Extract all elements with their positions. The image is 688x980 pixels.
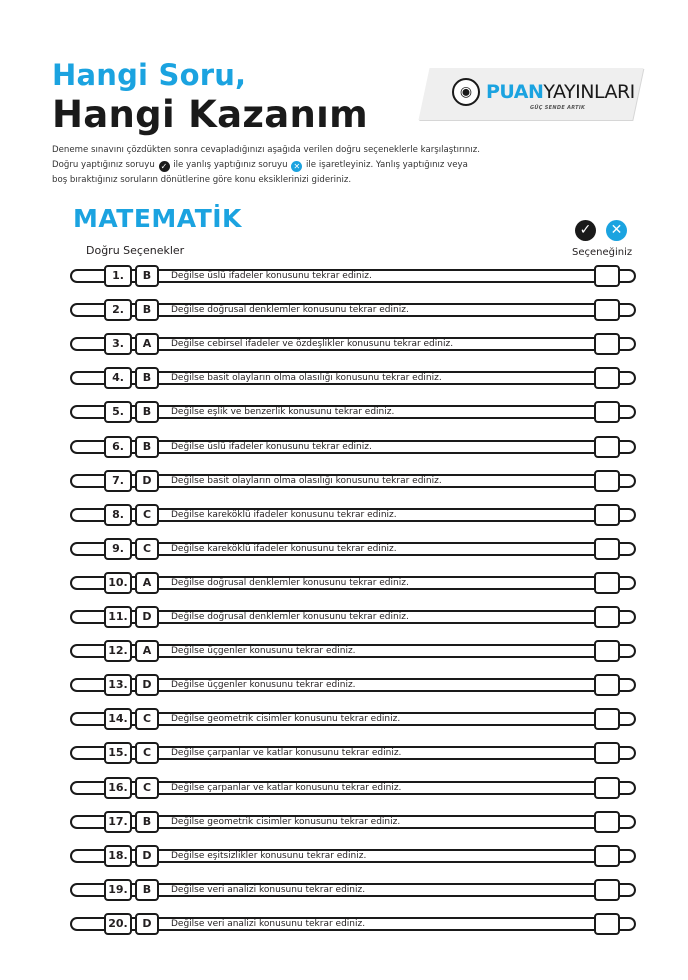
question-number: 8. <box>104 504 132 526</box>
instructions-line2 <box>52 158 492 173</box>
your-choice-box[interactable] <box>594 470 620 492</box>
page-title-line2: Hangi Kazanım <box>52 93 368 136</box>
question-row <box>70 879 636 901</box>
question-number: 10. <box>104 572 132 594</box>
publisher-logo <box>446 74 636 118</box>
correct-answer: B <box>135 811 159 833</box>
check-icon: ✓ <box>159 161 170 172</box>
question-row <box>70 401 636 423</box>
question-row <box>70 367 636 389</box>
question-number: 20. <box>104 913 132 935</box>
question-number: 3. <box>104 333 132 355</box>
your-choice-box[interactable] <box>594 640 620 662</box>
instructions-line1: Deneme sınavını çözdükten sonra cevapladığınızı aşağıda verilen doğru seçeneklerle karşılaştırınız. <box>52 145 480 155</box>
your-choice-box[interactable] <box>594 777 620 799</box>
correct-answer: B <box>135 299 159 321</box>
question-number: 16. <box>104 777 132 799</box>
correct-answer: D <box>135 913 159 935</box>
correct-answer: D <box>135 470 159 492</box>
logo-wordmark <box>486 81 635 103</box>
feedback-text: Değilse doğrusal denklemler konusunu tekrar ediniz. <box>171 612 409 622</box>
instructions-line2-a: Doğru yaptığınız soruyu <box>52 160 155 170</box>
your-choice-box[interactable] <box>594 401 620 423</box>
question-row <box>70 606 636 628</box>
feedback-text: Değilse çarpanlar ve katlar konusunu tekrar ediniz. <box>171 783 402 793</box>
your-choice-box[interactable] <box>594 538 620 560</box>
question-number: 13. <box>104 674 132 696</box>
correct-answer: C <box>135 708 159 730</box>
correct-answer: A <box>135 572 159 594</box>
feedback-text: Değilse kareköklü ifadeler konusunu tekrar ediniz. <box>171 510 397 520</box>
question-number: 6. <box>104 436 132 458</box>
feedback-text: Değilse geometrik cisimler konusunu tekrar ediniz. <box>171 817 401 827</box>
question-row <box>70 333 636 355</box>
correct-answer: B <box>135 367 159 389</box>
your-choice-box[interactable] <box>594 742 620 764</box>
correct-answer: D <box>135 674 159 696</box>
feedback-text: Değilse üçgenler konusunu tekrar ediniz. <box>171 680 356 690</box>
question-row <box>70 742 636 764</box>
question-row <box>70 845 636 867</box>
feedback-text: Değilse eşitsizlikler konusunu tekrar ediniz. <box>171 851 367 861</box>
your-choice-box[interactable] <box>594 436 620 458</box>
correct-answer: B <box>135 265 159 287</box>
question-row <box>70 674 636 696</box>
feedback-text: Değilse basit olayların olma olasılığı konusunu tekrar ediniz. <box>171 476 442 486</box>
question-number: 11. <box>104 606 132 628</box>
question-number: 12. <box>104 640 132 662</box>
question-number: 14. <box>104 708 132 730</box>
correct-answer: C <box>135 742 159 764</box>
feedback-text: Değilse eşlik ve benzerlik konusunu tekrar ediniz. <box>171 407 395 417</box>
instructions <box>52 143 492 188</box>
correct-answer: B <box>135 436 159 458</box>
feedback-text: Değilse çarpanlar ve katlar konusunu tekrar ediniz. <box>171 748 402 758</box>
question-row <box>70 299 636 321</box>
your-choice-box[interactable] <box>594 299 620 321</box>
your-choice-box[interactable] <box>594 674 620 696</box>
your-choice-box[interactable] <box>594 333 620 355</box>
correct-answer: B <box>135 879 159 901</box>
question-row <box>70 572 636 594</box>
feedback-text: Değilse doğrusal denklemler konusunu tekrar ediniz. <box>171 305 409 315</box>
your-choice-box[interactable] <box>594 606 620 628</box>
question-row <box>70 504 636 526</box>
logo-brand-part1: PUAN <box>486 81 544 103</box>
x-icon: ✕ <box>291 161 302 172</box>
question-number: 1. <box>104 265 132 287</box>
question-row <box>70 811 636 833</box>
your-choice-box[interactable] <box>594 845 620 867</box>
question-row <box>70 436 636 458</box>
correct-answer: A <box>135 640 159 662</box>
feedback-text: Değilse veri analizi konusunu tekrar ediniz. <box>171 919 366 929</box>
feedback-text: Değilse geometrik cisimler konusunu tekrar ediniz. <box>171 714 401 724</box>
correct-options-label: Doğru Seçenekler <box>86 244 185 257</box>
correct-answer: C <box>135 504 159 526</box>
your-choice-box[interactable] <box>594 572 620 594</box>
question-number: 19. <box>104 879 132 901</box>
question-number: 2. <box>104 299 132 321</box>
correct-answer: D <box>135 606 159 628</box>
subject-heading: MATEMATİK <box>73 204 242 233</box>
your-choice-box[interactable] <box>594 913 620 935</box>
instructions-line3: boş bıraktığınız soruların dönütlerine göre konu eksiklerinizi gideriniz. <box>52 175 352 185</box>
question-number: 15. <box>104 742 132 764</box>
your-choice-box[interactable] <box>594 367 620 389</box>
question-row <box>70 708 636 730</box>
question-row <box>70 640 636 662</box>
your-choice-box[interactable] <box>594 811 620 833</box>
instructions-line2-b: ile yanlış yaptığınız soruyu <box>173 160 288 170</box>
correct-answer: C <box>135 777 159 799</box>
correct-answer: A <box>135 333 159 355</box>
feedback-text: Değilse üslü ifadeler konusunu tekrar ediniz. <box>171 271 372 281</box>
correct-answer: C <box>135 538 159 560</box>
your-choice-box[interactable] <box>594 879 620 901</box>
question-number: 9. <box>104 538 132 560</box>
logo-tagline: GÜÇ SENDE ARTIK <box>530 105 586 111</box>
correct-answer: B <box>135 401 159 423</box>
feedback-text: Değilse doğrusal denklemler konusunu tekrar ediniz. <box>171 578 409 588</box>
your-choice-box[interactable] <box>594 265 620 287</box>
correct-answer: D <box>135 845 159 867</box>
instructions-line2-c: ile işaretleyiniz. Yanlış yaptığınız veya <box>306 160 468 170</box>
question-number: 4. <box>104 367 132 389</box>
question-row <box>70 913 636 935</box>
question-number: 17. <box>104 811 132 833</box>
your-choice-box[interactable] <box>594 708 620 730</box>
feedback-text: Değilse üslü ifadeler konusunu tekrar ediniz. <box>171 442 372 452</box>
your-choice-box[interactable] <box>594 504 620 526</box>
page-title-line1: Hangi Soru, <box>52 58 247 92</box>
x-icon: ✕ <box>606 220 627 241</box>
check-icon: ✓ <box>575 220 596 241</box>
question-row <box>70 470 636 492</box>
tiger-emblem-icon: ◉ <box>452 78 480 106</box>
question-row <box>70 265 636 287</box>
feedback-text: Değilse cebirsel ifadeler ve özdeşlikler konusunu tekrar ediniz. <box>171 339 454 349</box>
question-number: 18. <box>104 845 132 867</box>
question-number: 5. <box>104 401 132 423</box>
logo-brand-part2: YAYINLARI <box>543 81 635 103</box>
question-number: 7. <box>104 470 132 492</box>
feedback-text: Değilse kareköklü ifadeler konusunu tekrar ediniz. <box>171 544 397 554</box>
question-row <box>70 538 636 560</box>
your-choice-label: Seçeneğiniz <box>572 247 633 258</box>
feedback-text: Değilse üçgenler konusunu tekrar ediniz. <box>171 646 356 656</box>
feedback-text: Değilse basit olayların olma olasılığı konusunu tekrar ediniz. <box>171 373 442 383</box>
question-row <box>70 777 636 799</box>
feedback-text: Değilse veri analizi konusunu tekrar ediniz. <box>171 885 366 895</box>
